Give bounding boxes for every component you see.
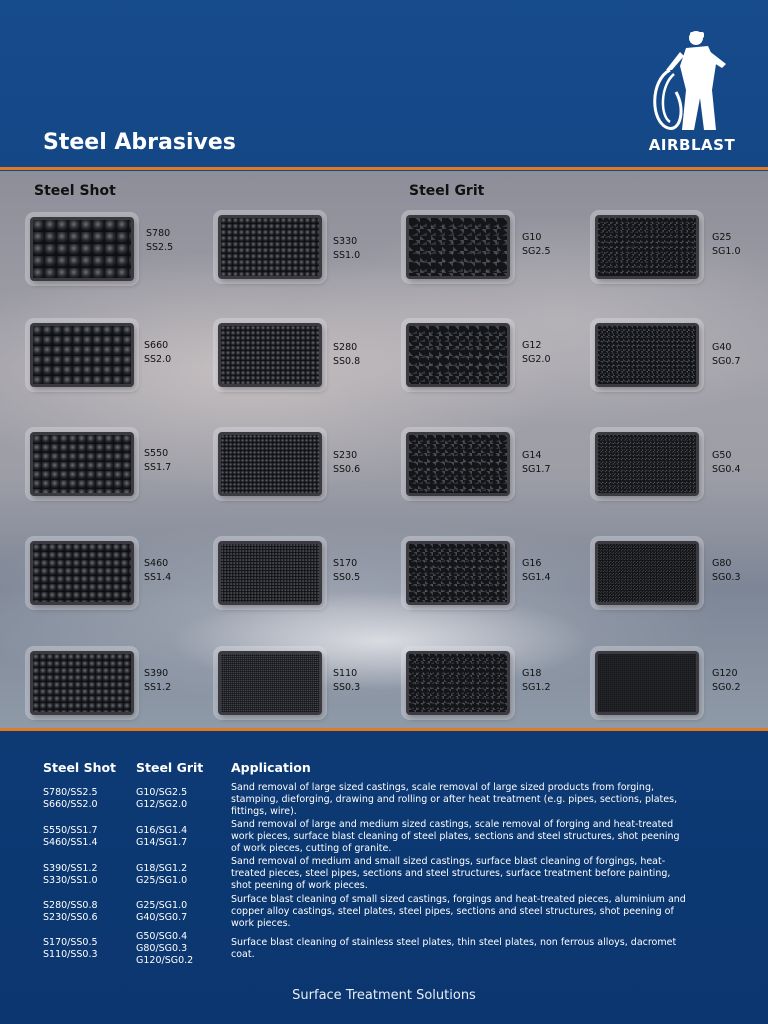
sample-tray	[406, 432, 510, 496]
table-cell-grit: G50/SG0.4 G80/SG0.3 G120/SG0.2	[136, 931, 194, 966]
table-cell-shot: S280/SS0.8 S230/SS0.6	[43, 900, 98, 923]
grit-code-label: G12 SG2.0	[522, 340, 551, 365]
table-cell-grit: G18/SG1.2 G25/SG1.0	[136, 863, 188, 886]
table-cell-grit: G10/SG2.5 G12/SG2.0	[136, 787, 188, 810]
sample-tray	[30, 323, 134, 387]
table-cell-grit: G25/SG1.0 G40/SG0.7	[136, 900, 188, 923]
sample-tray	[406, 215, 510, 279]
shot-code-label: S550 SS1.7	[144, 448, 172, 473]
sample-tray	[406, 541, 510, 605]
footer-tagline: Surface Treatment Solutions	[292, 988, 476, 1003]
brand-name: AIRBLAST	[648, 136, 736, 154]
sample-tray	[218, 432, 322, 496]
grit-code-label: G10 SG2.5	[522, 232, 551, 257]
steel-shot-heading: Steel Shot	[34, 183, 116, 199]
table-cell-shot: S550/SS1.7 S460/SS1.4	[43, 825, 98, 848]
grit-code-label: G16 SG1.4	[522, 558, 551, 583]
table-cell-shot: S780/SS2.5 S660/SS2.0	[43, 787, 98, 810]
page-title: Steel Abrasives	[43, 130, 236, 155]
grit-code-label: G25 SG1.0	[712, 232, 741, 257]
table-header-grit: Steel Grit	[136, 760, 204, 775]
shot-code-label: S170 SS0.5	[333, 558, 361, 583]
sample-tray	[595, 323, 699, 387]
table-header-shot: Steel Shot	[43, 760, 117, 775]
grit-code-label: G40 SG0.7	[712, 342, 741, 367]
grit-code-label: G80 SG0.3	[712, 558, 741, 583]
shot-code-label: S230 SS0.6	[333, 450, 361, 475]
abrasive-samples-photo	[0, 171, 768, 728]
table-cell-application: Sand removal of large sized castings, scale removal of large sized products from forging, stamping, dieforging, drawing and rolling or after heat treatment (e.g. pipes, sections, plates, fittings, wire).	[231, 782, 678, 817]
bottom-divider	[0, 728, 768, 731]
sample-tray	[595, 432, 699, 496]
sample-tray	[30, 432, 134, 496]
sample-tray	[218, 541, 322, 605]
sample-tray	[406, 323, 510, 387]
table-cell-grit: G16/SG1.4 G14/SG1.7	[136, 825, 188, 848]
grit-code-label: G50 SG0.4	[712, 450, 741, 475]
shot-code-label: S110 SS0.3	[333, 668, 361, 693]
sample-tray	[218, 651, 322, 715]
grit-code-label: G120 SG0.2	[712, 668, 741, 693]
shot-code-label: S280 SS0.8	[333, 342, 361, 367]
top-divider	[0, 167, 768, 170]
grit-code-label: G14 SG1.7	[522, 450, 551, 475]
shot-code-label: S780 SS2.5	[146, 228, 174, 253]
table-header-application: Application	[231, 760, 311, 775]
grit-code-label: G18 SG1.2	[522, 668, 551, 693]
shot-code-label: S330 SS1.0	[333, 236, 361, 261]
table-cell-shot: S390/SS1.2 S330/SS1.0	[43, 863, 98, 886]
airblast-logo	[636, 30, 748, 160]
table-cell-shot: S170/SS0.5 S110/SS0.3	[43, 937, 98, 960]
shot-code-label: S660 SS2.0	[144, 340, 172, 365]
sample-tray	[30, 541, 134, 605]
table-cell-application: Sand removal of medium and small sized castings, surface blast cleaning of forgings, heat- treated pieces, steel pipes, sections and steel structures, surface treatment before painting, shot peening of work pieces.	[231, 856, 671, 891]
steel-grit-heading: Steel Grit	[409, 183, 485, 199]
sample-tray	[406, 651, 510, 715]
shot-code-label: S460 SS1.4	[144, 558, 172, 583]
sample-tray	[595, 651, 699, 715]
sample-tray	[30, 217, 134, 281]
sample-tray	[218, 215, 322, 279]
sample-tray	[30, 651, 134, 715]
table-cell-application: Surface blast cleaning of stainless steel plates, thin steel plates, non ferrous alloys, dacromet coat.	[231, 937, 677, 960]
shot-code-label: S390 SS1.2	[144, 668, 172, 693]
table-cell-application: Sand removal of large and medium sized castings, scale removal of forging and heat-treated work pieces, surface blast cleaning of steel plates, sections and steel structures, shot peening of work pieces, cutting of granite.	[231, 819, 680, 854]
blaster-figure-icon	[646, 30, 738, 134]
sample-tray	[595, 215, 699, 279]
sample-tray	[595, 541, 699, 605]
table-cell-application: Surface blast cleaning of small sized castings, forgings and heat-treated pieces, aluminium and copper alloy castings, steel plates, steel pipes, sections and steel structures, shot peening of work pieces.	[231, 894, 686, 929]
sample-tray	[218, 323, 322, 387]
